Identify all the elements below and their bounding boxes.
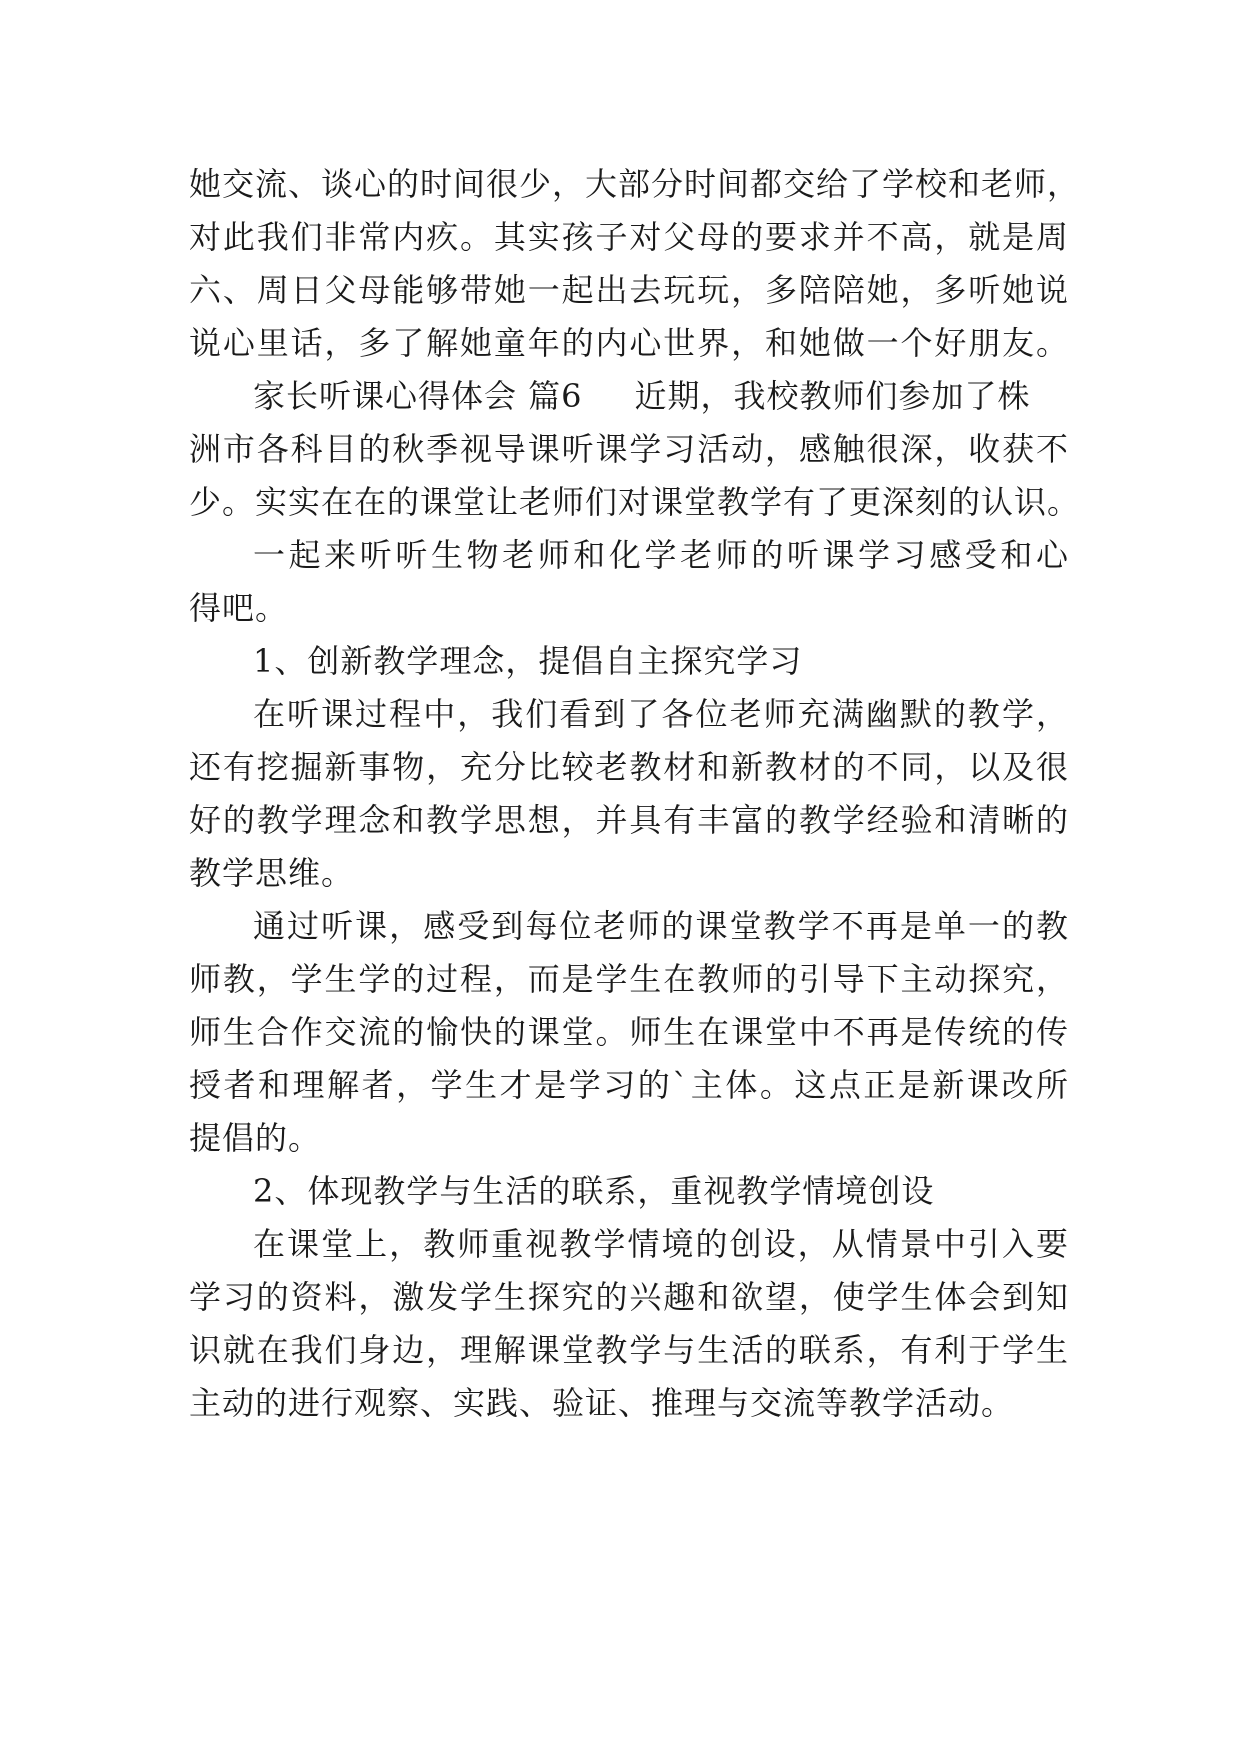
paragraph-line: 她交流、谈心的时间很少，大部分时间都交给了学校和老师， — [189, 165, 1081, 203]
subheading-1: 1、创新教学理念，提倡自主探究学习 — [253, 642, 803, 680]
paragraph-line: 提倡的。 — [189, 1119, 322, 1157]
paragraph-line: 在听课过程中，我们看到了各位老师充满幽默的教学， — [253, 695, 1069, 733]
paragraph-line: 一起来听听生物老师和化学老师的听课学习感受和心 — [253, 536, 1069, 574]
paragraph-line: 还有挖掘新事物，充分比较老教材和新教材的不同，以及很 — [189, 748, 1069, 786]
subheading-2: 2、体现教学与生活的联系，重视教学情境创设 — [253, 1172, 935, 1210]
paragraph-line: 通过听课，感受到每位老师的课堂教学不再是单一的教 — [253, 907, 1069, 945]
section-lead: 近期，我校教师们参加了株 — [634, 377, 1031, 415]
paragraph-line: 对此我们非常内疚。其实孩子对父母的要求并不高，就是周 — [189, 218, 1069, 256]
paragraph-line: 说心里话，多了解她童年的内心世界，和她做一个好朋友。 — [189, 324, 1069, 362]
paragraph-line: 授者和理解者，学生才是学习的`主体。这点正是新课改所 — [189, 1066, 1069, 1104]
paragraph-line: 少。实实在在的课堂让老师们对课堂教学有了更深刻的认识。 — [189, 483, 1081, 521]
paragraph-line: 教学思维。 — [189, 854, 355, 892]
paragraph-line: 师教，学生学的过程，而是学生在教师的引导下主动探究， — [189, 960, 1069, 998]
paragraph-line: 得吧。 — [189, 589, 289, 627]
paragraph-line: 洲市各科目的秋季视导课听课学习活动，感触很深，收获不 — [189, 430, 1069, 468]
paragraph-line: 好的教学理念和教学思想，并具有丰富的教学经验和清晰的 — [189, 801, 1069, 839]
paragraph-line: 识就在我们身边，理解课堂教学与生活的联系，有利于学生 — [189, 1331, 1069, 1369]
paragraph-line: 在课堂上，教师重视教学情境的创设，从情景中引入要 — [253, 1225, 1069, 1263]
paragraph-line: 主动的进行观察、实践、验证、推理与交流等教学活动。 — [189, 1384, 1015, 1422]
section-heading: 家长听课心得体会 篇6 — [253, 377, 583, 415]
paragraph-line: 师生合作交流的愉快的课堂。师生在课堂中不再是传统的传 — [189, 1013, 1069, 1051]
paragraph-line: 学习的资料，激发学生探究的兴趣和欲望，使学生体会到知 — [189, 1278, 1069, 1316]
document-body — [189, 158, 1081, 1430]
section-heading-line — [189, 370, 1069, 423]
paragraph-line: 六、周日父母能够带她一起出去玩玩，多陪陪她，多听她说 — [189, 271, 1069, 309]
